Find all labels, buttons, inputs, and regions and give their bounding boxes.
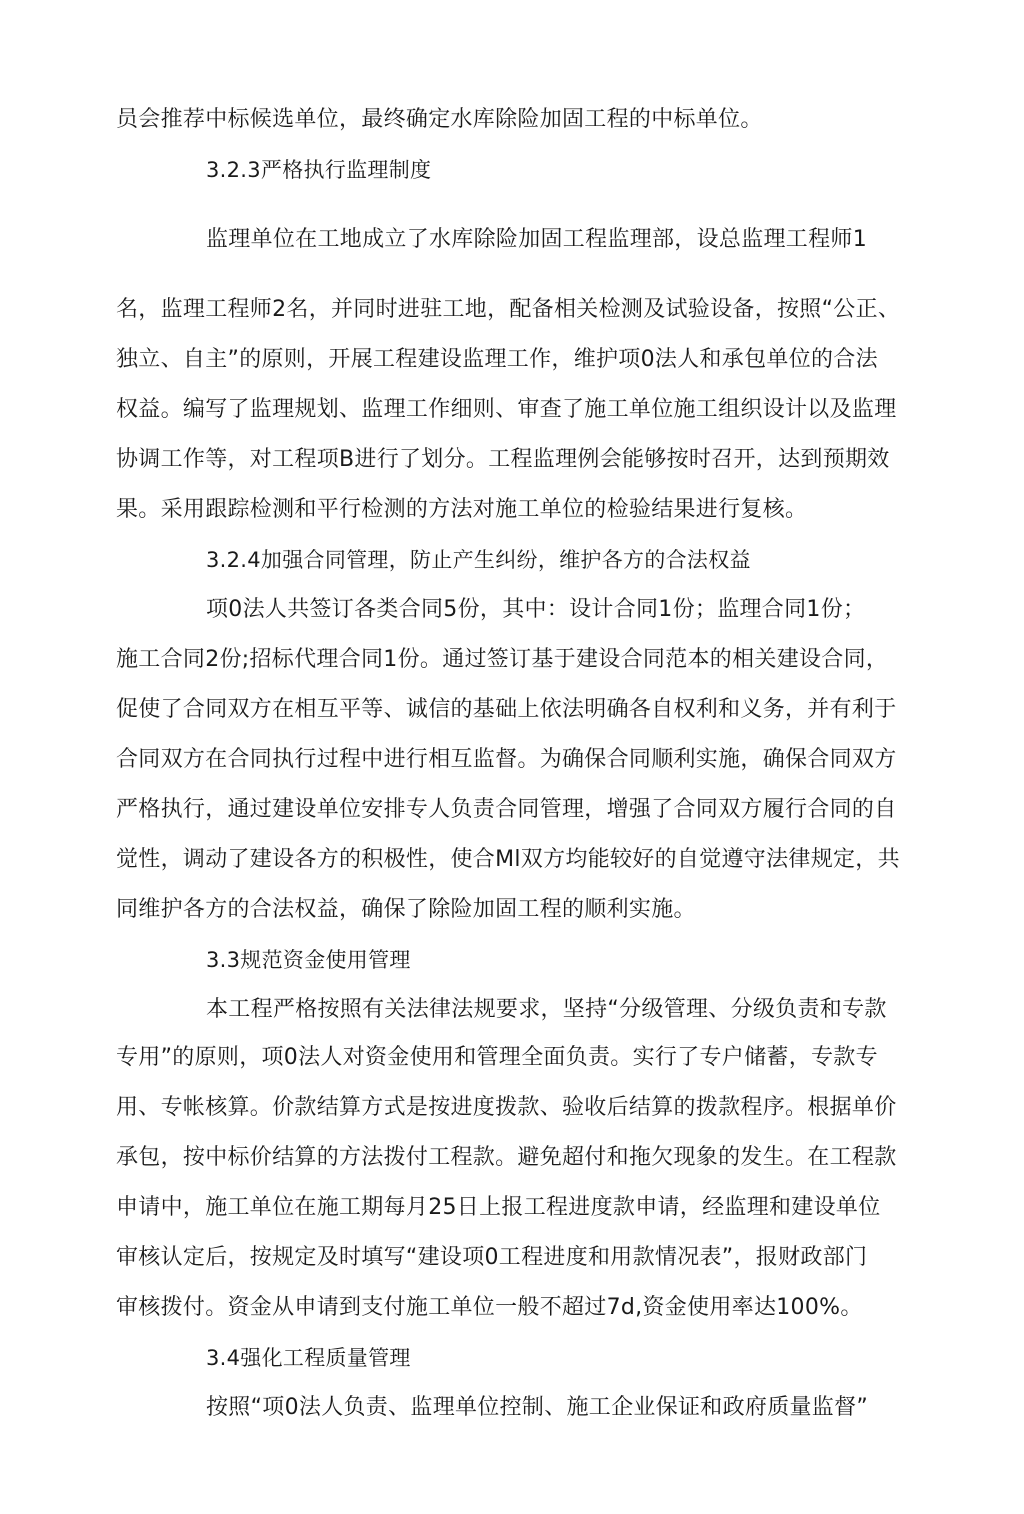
paragraph-line: 用、专帐核算。价款结算方式是按进度拨款、验收后结算的拨款程序。根据单价: [116, 1095, 897, 1120]
paragraph-line: 严格执行，通过建设单位安排专人负责合同管理，增强了合同双方履行合同的自: [116, 797, 897, 822]
section-heading-3-2-4: 3.2.4加强合同管理，防止产生纠纷，维护各方的合法权益: [206, 548, 751, 572]
paragraph-line: 觉性，调动了建设各方的积极性，使合Ml双方均能较好的自觉遵守法律规定，共: [116, 847, 900, 872]
paragraph-line: 施工合同2份;招标代理合同1份。通过签订基于建设合同范本的相关建设合同，: [116, 647, 889, 672]
paragraph-line: 审核认定后，按规定及时填写“建设项0工程进度和用款情况表”，报财政部门: [116, 1245, 868, 1270]
paragraph-line: 项0法人共签订各类合同5份，其中：设计合同1份；监理合同1份；: [206, 597, 866, 622]
paragraph-line: 员会推荐中标候选单位，最终确定水库除险加固工程的中标单位。: [116, 107, 763, 132]
paragraph-line: 监理单位在工地成立了水库除险加固工程监理部，设总监理工程师1: [206, 227, 867, 252]
paragraph-line: 合同双方在合同执行过程中进行相互监督。为确保合同顺利实施，确保合同双方: [116, 747, 897, 772]
paragraph-line: 果。采用跟踪检测和平行检测的方法对施工单位的检验结果进行复核。: [116, 497, 808, 522]
paragraph-line: 权益。编写了监理规划、监理工作细则、审查了施工单位施工组织设计以及监理: [116, 397, 897, 422]
paragraph-line: 审核拨付。资金从申请到支付施工单位一般不超过7d,资金使用率达100%。: [116, 1295, 863, 1320]
paragraph-line: 独立、自主”的原则，开展工程建设监理工作，维护项0法人和承包单位的合法: [116, 347, 878, 372]
paragraph-line: 专用”的原则，项0法人对资金使用和管理全面负责。实行了专户储蓄，专款专: [116, 1045, 878, 1070]
paragraph-line: 同维护各方的合法权益，确保了除险加固工程的顺利实施。: [116, 897, 696, 922]
paragraph-line: 名，监理工程师2名，并同时进驻工地，配备相关检测及试验设备，按照“公正、: [116, 297, 901, 322]
paragraph-line: 协调工作等，对工程项B进行了划分。工程监理例会能够按时召开，达到预期效: [116, 447, 890, 472]
paragraph-line: 承包，按中标价结算的方法拨付工程款。避免超付和拖欠现象的发生。在工程款: [116, 1145, 897, 1170]
section-heading-3-2-3: 3.2.3严格执行监理制度: [206, 158, 432, 182]
paragraph-line: 按照“项0法人负责、监理单位控制、施工企业保证和政府质量监督”: [206, 1395, 869, 1420]
section-heading-3-3: 3.3规范资金使用管理: [206, 948, 411, 972]
section-heading-3-4: 3.4强化工程质量管理: [206, 1346, 411, 1370]
paragraph-line: 本工程严格按照有关法律法规要求，坚持“分级管理、分级负责和专款: [206, 997, 887, 1022]
paragraph-line: 申请中，施工单位在施工期每月25日上报工程进度款申请，经监理和建设单位: [116, 1195, 881, 1220]
paragraph-line: 促使了合同双方在相互平等、诚信的基础上依法明确各自权利和义务，并有利于: [116, 697, 897, 722]
